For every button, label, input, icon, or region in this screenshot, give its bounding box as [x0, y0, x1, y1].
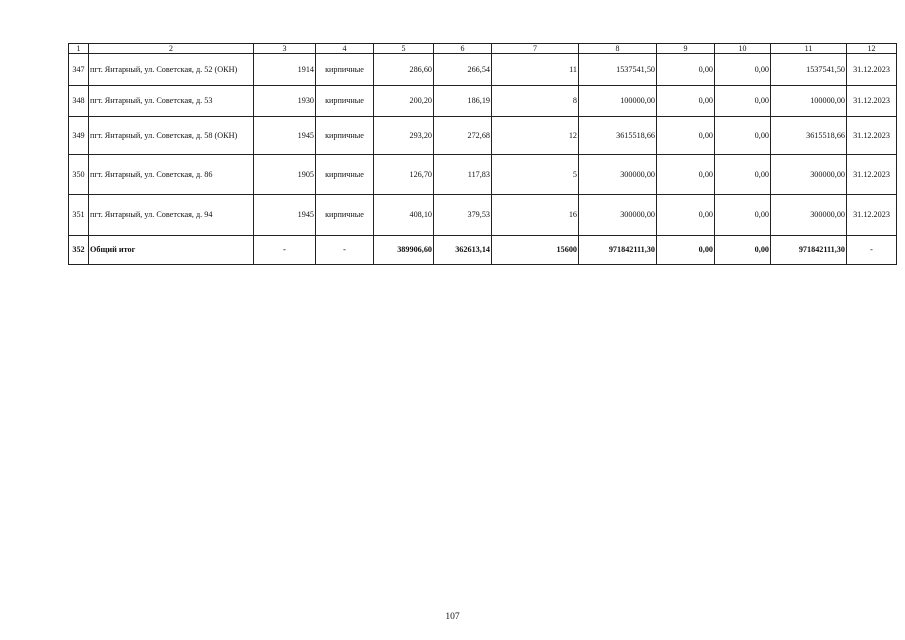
table-cell: - [254, 236, 316, 265]
table-cell: 1914 [254, 54, 316, 86]
table-cell: 100000,00 [579, 86, 657, 117]
table-cell: 0,00 [715, 155, 771, 195]
table-cell: пгт. Янтарный, ул. Советская, д. 58 (ОКН) [89, 117, 254, 155]
header-cell: 9 [657, 44, 715, 54]
table-cell: 0,00 [715, 86, 771, 117]
table-cell: 352 [69, 236, 89, 265]
header-cell: 1 [69, 44, 89, 54]
table-cell: 286,60 [374, 54, 434, 86]
table-cell: 1945 [254, 195, 316, 236]
table-cell: 117,83 [434, 155, 492, 195]
table-cell: 389906,60 [374, 236, 434, 265]
table-cell: пгт. Янтарный, ул. Советская, д. 53 [89, 86, 254, 117]
table-cell: кирпичные [316, 155, 374, 195]
table-cell: 0,00 [715, 195, 771, 236]
table-cell: 1905 [254, 155, 316, 195]
table-cell: пгт. Янтарный, ул. Советская, д. 86 [89, 155, 254, 195]
table-cell: 0,00 [657, 155, 715, 195]
table-cell: 0,00 [657, 86, 715, 117]
table-cell: 379,53 [434, 195, 492, 236]
table-cell: 0,00 [715, 54, 771, 86]
table-cell: - [847, 236, 897, 265]
table-cell: 971842111,30 [771, 236, 847, 265]
table-cell: 11 [492, 54, 579, 86]
table-cell: 272,68 [434, 117, 492, 155]
table-cell: кирпичные [316, 86, 374, 117]
table-cell: 31.12.2023 [847, 117, 897, 155]
table-row [69, 195, 897, 236]
table-cell: 31.12.2023 [847, 86, 897, 117]
table-cell: кирпичные [316, 54, 374, 86]
table-cell: 300000,00 [771, 155, 847, 195]
header-cell: 3 [254, 44, 316, 54]
header-row [69, 44, 897, 54]
table-cell: 31.12.2023 [847, 54, 897, 86]
table-cell: 1537541,50 [771, 54, 847, 86]
page-number: 107 [445, 612, 460, 622]
header-cell: 12 [847, 44, 897, 54]
header-cell: 11 [771, 44, 847, 54]
table-cell: 126,70 [374, 155, 434, 195]
total-row [69, 236, 897, 265]
table-row [69, 117, 897, 155]
table-cell: кирпичные [316, 117, 374, 155]
table-cell: 300000,00 [771, 195, 847, 236]
table-cell: 350 [69, 155, 89, 195]
table-cell: 31.12.2023 [847, 155, 897, 195]
table-cell: 349 [69, 117, 89, 155]
table-cell: 347 [69, 54, 89, 86]
table-row [69, 54, 897, 86]
table-cell: 15600 [492, 236, 579, 265]
table-cell: 971842111,30 [579, 236, 657, 265]
table-cell: 16 [492, 195, 579, 236]
table-row [69, 86, 897, 117]
table-cell: 0,00 [657, 195, 715, 236]
table-cell: 5 [492, 155, 579, 195]
table-cell: 0,00 [715, 236, 771, 265]
table-cell: 348 [69, 86, 89, 117]
table-cell: 3615518,66 [579, 117, 657, 155]
table-cell: 266,54 [434, 54, 492, 86]
table-cell: 200,20 [374, 86, 434, 117]
table-cell: 1945 [254, 117, 316, 155]
header-cell: 2 [89, 44, 254, 54]
table-cell: 0,00 [657, 54, 715, 86]
header-cell: 8 [579, 44, 657, 54]
table-cell: 12 [492, 117, 579, 155]
table-cell: 0,00 [657, 117, 715, 155]
header-cell: 6 [434, 44, 492, 54]
header-cell: 4 [316, 44, 374, 54]
table-cell: 293,20 [374, 117, 434, 155]
table-cell: 408,10 [374, 195, 434, 236]
table-cell: кирпичные [316, 195, 374, 236]
table-row [69, 155, 897, 195]
table-cell: 300000,00 [579, 155, 657, 195]
table-cell: 362613,14 [434, 236, 492, 265]
table-cell: 351 [69, 195, 89, 236]
table-cell: 0,00 [657, 236, 715, 265]
table-cell: 100000,00 [771, 86, 847, 117]
table-cell: 300000,00 [579, 195, 657, 236]
data-table [68, 43, 897, 265]
table-cell: пгт. Янтарный, ул. Советская, д. 52 (ОКН) [89, 54, 254, 86]
table-cell: 8 [492, 86, 579, 117]
header-cell: 7 [492, 44, 579, 54]
table-cell: 31.12.2023 [847, 195, 897, 236]
table-cell: 186,19 [434, 86, 492, 117]
table-cell: пгт. Янтарный, ул. Советская, д. 94 [89, 195, 254, 236]
table-cell: 0,00 [715, 117, 771, 155]
table-cell: 1930 [254, 86, 316, 117]
table-cell: Общий итог [89, 236, 254, 265]
header-cell: 10 [715, 44, 771, 54]
table-cell: - [316, 236, 374, 265]
table-cell: 1537541,50 [579, 54, 657, 86]
header-cell: 5 [374, 44, 434, 54]
table-cell: 3615518,66 [771, 117, 847, 155]
